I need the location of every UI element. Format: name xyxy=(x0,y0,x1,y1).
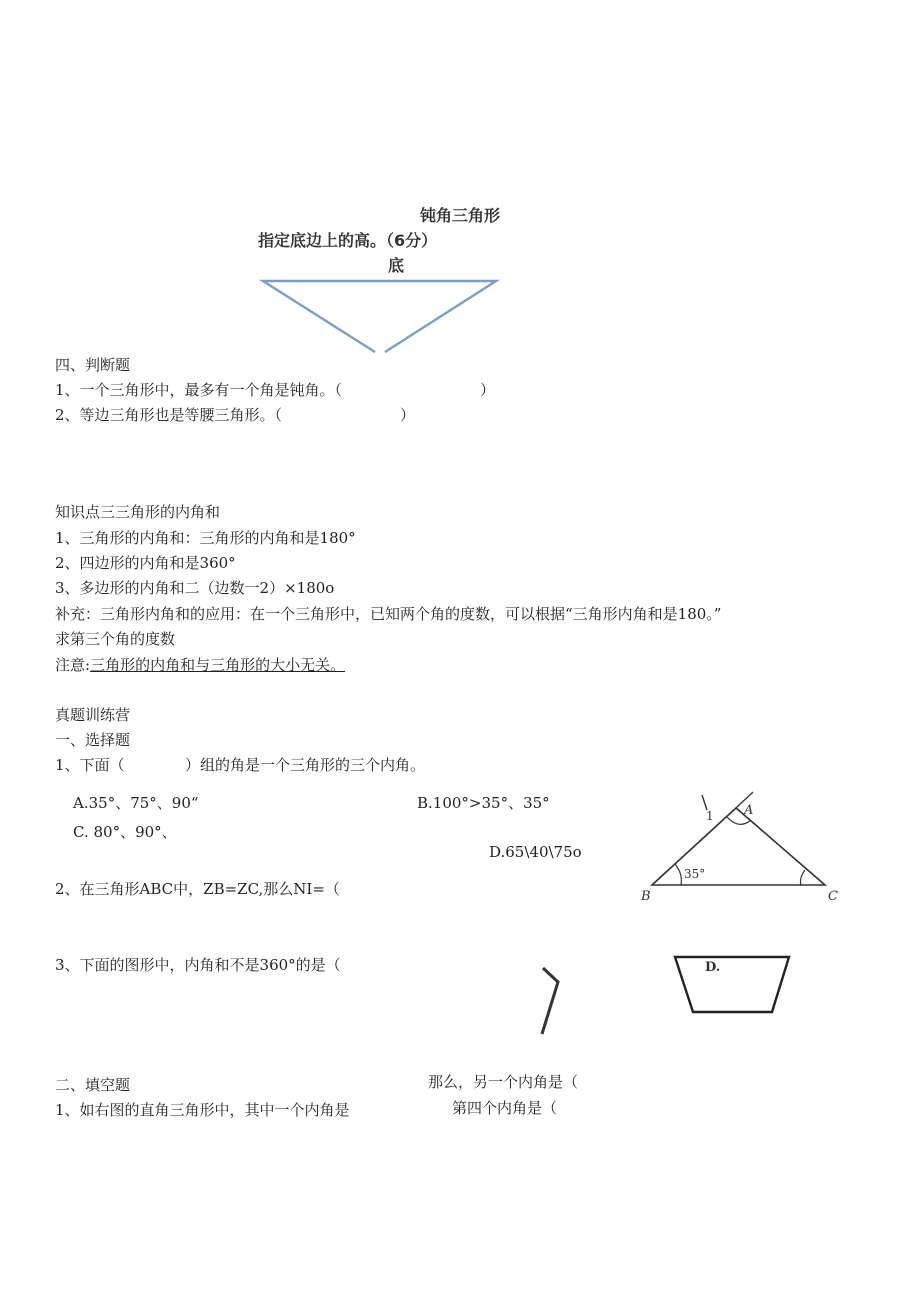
choice-q3: 3、下面的图形中，内角和不是360°的是（ xyxy=(55,956,341,974)
judge-q1-close: ） xyxy=(480,381,496,399)
height-instruction: 指定底边上的高。（6分） xyxy=(258,231,438,250)
label-d: D. xyxy=(705,960,721,975)
obtuse-triangle-title: 钝角三角形 xyxy=(420,206,501,225)
label-a: A xyxy=(744,803,754,818)
note-text: 三角形的内角和与三角形的大小无关。 xyxy=(90,656,346,674)
label-b: B xyxy=(641,889,651,904)
judge-q1: 1、一个三角形中，最多有一个角是钝角。（ xyxy=(55,381,343,399)
knowledge-supplement: 补充：三角形内角和的应用：在一个三角形中，已知两个角的度数，可以根据“三角形内角和是180。” xyxy=(55,605,722,623)
judge-q2-close: ） xyxy=(400,406,416,424)
choice-heading: 一、选择题 xyxy=(55,731,131,749)
option-a: A.35°、75°、90“ xyxy=(73,794,199,812)
knowledge-supplement-2: 求第三个角的度数 xyxy=(55,630,176,648)
then-other-angle: 那么，另一个内角是（ xyxy=(428,1073,579,1091)
choice-q1: 1、下面（ xyxy=(55,756,125,774)
trapezoid-d-figure xyxy=(668,952,803,1022)
triangle-abc-figure xyxy=(635,790,855,910)
choice-q2: 2、在三角形ABC中，ZB=ZC,那么NI=（ xyxy=(55,880,340,898)
note-line xyxy=(55,655,345,675)
option-d: D.65\40\75o xyxy=(489,843,582,861)
base-label: 底 xyxy=(388,256,405,275)
judge-heading: 四、判断题 xyxy=(55,356,131,374)
practice-heading: 真题训练营 xyxy=(55,706,131,724)
partial-shape-figure xyxy=(530,962,570,1042)
option-c: C. 80°、90°、 xyxy=(73,823,177,841)
choice-q1-rest: ）组的角是一个三角形的三个内角。 xyxy=(185,756,426,774)
fill-heading: 二、填空题 xyxy=(55,1076,131,1094)
label-c: C xyxy=(828,889,838,904)
knowledge-heading: 知识点三三角形的内角和 xyxy=(55,503,221,521)
option-b: B.100°>35°、35° xyxy=(417,794,550,812)
knowledge-p1: 1、三角形的内角和：三角形的内角和是180° xyxy=(55,529,356,547)
label-1: 1 xyxy=(706,809,714,823)
fill-q1: 1、如右图的直角三角形中，其中一个内角是 xyxy=(55,1101,350,1119)
knowledge-p2: 2、四边形的内角和是360° xyxy=(55,554,236,572)
angle-35-label: 35° xyxy=(684,867,706,881)
fourth-angle: 第四个内角是（ xyxy=(452,1099,558,1117)
inverted-triangle-figure xyxy=(255,276,515,356)
judge-q2: 2、等边三角形也是等腰三角形。（ xyxy=(55,406,283,424)
note-label: 注意: xyxy=(55,656,91,674)
knowledge-p3: 3、多边形的内角和二（边数一2）×180o xyxy=(55,579,335,597)
